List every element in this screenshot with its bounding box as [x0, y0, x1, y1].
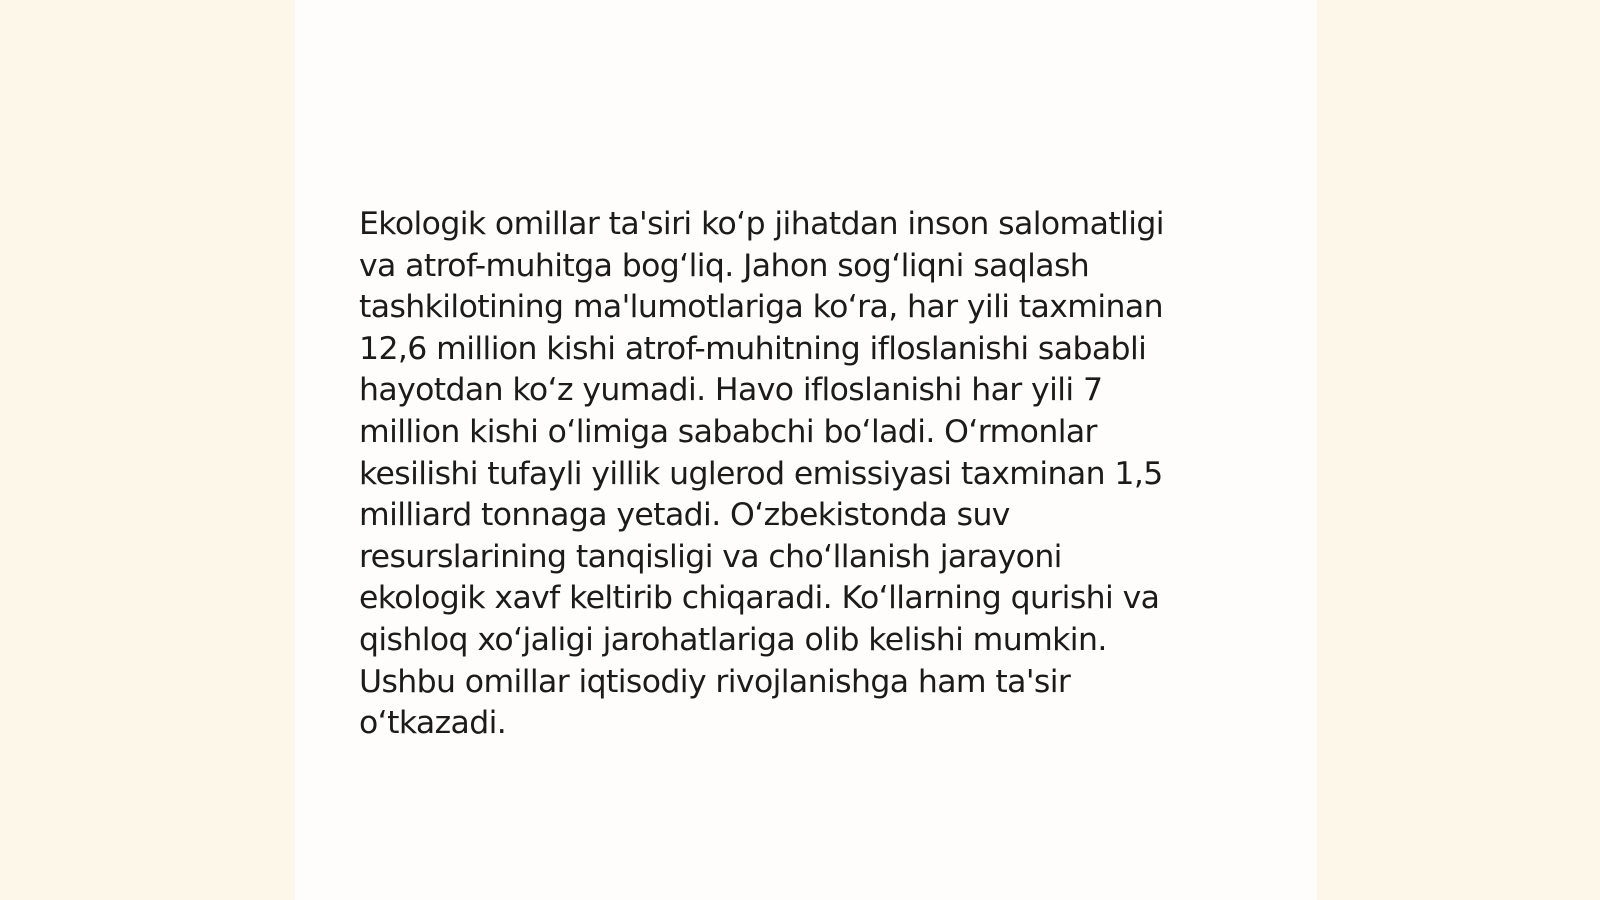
paragraph-line: ekologik xavf keltirib chiqaradi. Ko‘llarning qurishi va: [359, 580, 1160, 617]
paragraph-line: Ushbu omillar iqtisodiy rivojlanishga ham ta'sir: [359, 663, 1071, 700]
paragraph-line: million kishi o‘limiga sababchi bo‘ladi. O‘rmonlar: [359, 413, 1097, 450]
paragraph-line: Ekologik omillar ta'siri ko‘p jihatdan inson salomatligi: [359, 206, 1164, 242]
body-paragraph: [359, 204, 1239, 745]
document-page: [295, 0, 1317, 900]
paragraph-line: va atrof-muhitga bog‘liq. Jahon sog‘liqni saqlash: [359, 247, 1090, 284]
paragraph-line: qishloq xo‘jaligi jarohatlariga olib kelishi mumkin.: [359, 621, 1107, 658]
paragraph-line: 12,6 million kishi atrof-muhitning ifloslanishi sababli: [359, 330, 1147, 367]
paragraph-line: milliard tonnaga yetadi. O‘zbekistonda suv: [359, 497, 1010, 534]
paragraph-line: o‘tkazadi.: [359, 705, 507, 742]
paragraph-line: kesilishi tufayli yillik uglerod emissiyasi taxminan 1,5: [359, 455, 1163, 492]
paragraph-line: tashkilotining ma'lumotlariga ko‘ra, har yili taxminan: [359, 289, 1163, 326]
paragraph-line: resurslarining tanqisligi va cho‘llanish jarayoni: [359, 538, 1062, 575]
paragraph-line: hayotdan ko‘z yumadi. Havo ifloslanishi har yili 7: [359, 372, 1103, 409]
